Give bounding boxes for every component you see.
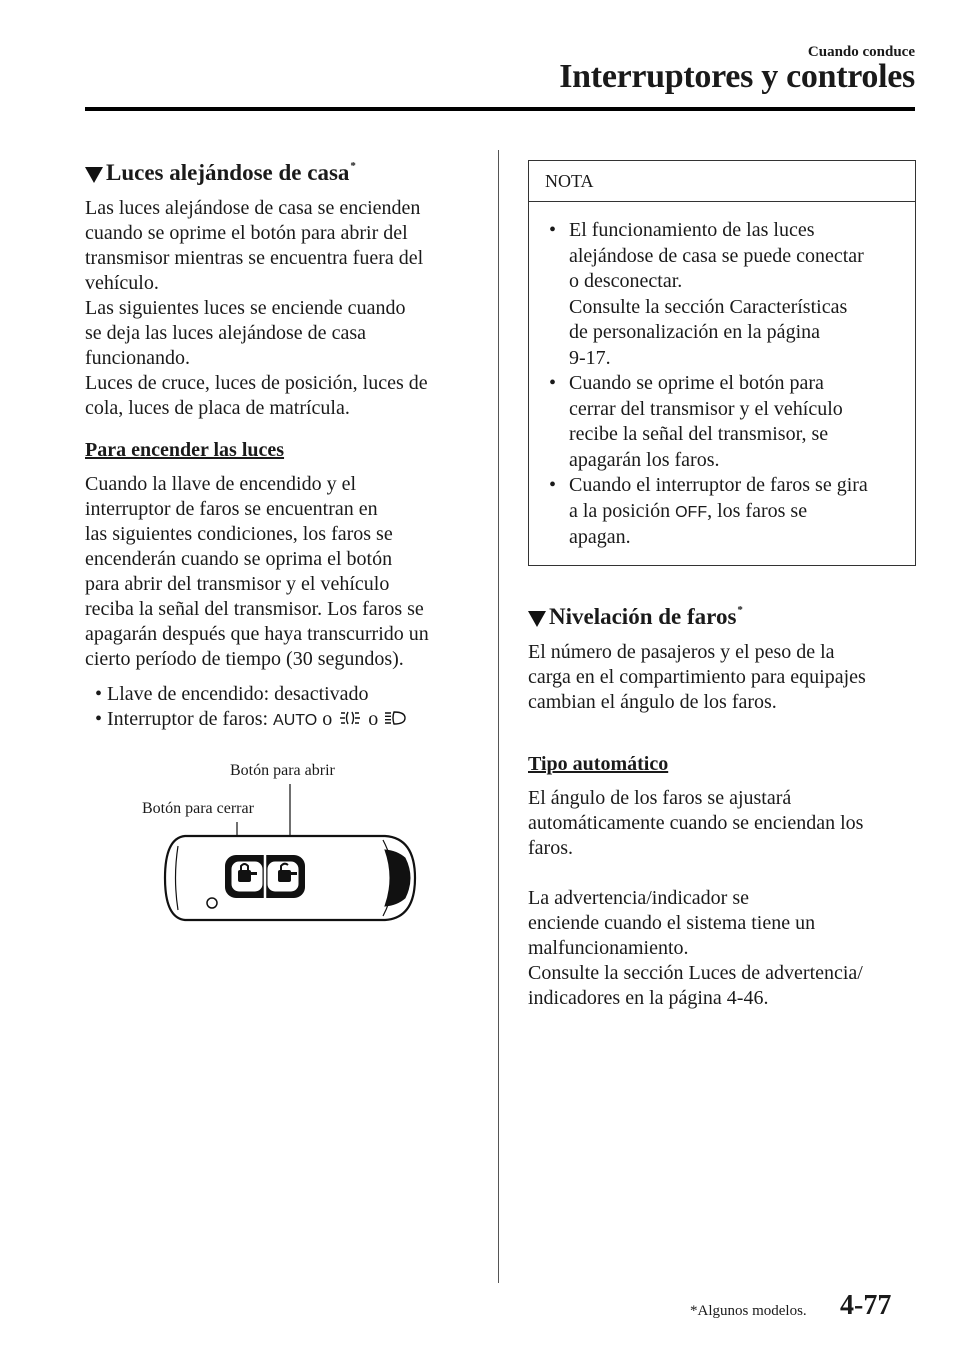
note-item: [543, 371, 905, 473]
text-line: Luces de cruce, luces de posición, luces de: [85, 372, 428, 394]
bullet: •: [549, 474, 557, 496]
key-transmitter-illustration: [85, 758, 480, 988]
text-line: El funcionamiento de las luces: [569, 219, 815, 241]
text-line: cambian el ángulo de los faros.: [528, 690, 777, 713]
text-line: cola, luces de placa de matrícula.: [85, 397, 350, 419]
text-line: recibe la señal del transmisor, se: [569, 423, 829, 445]
text-line: malfuncionamiento.: [528, 936, 689, 959]
heading-text: Luces alejándose de casa: [106, 160, 350, 185]
text-line: automáticamente cuando se enciendan los: [528, 811, 864, 834]
section-heading-headlight-leveling: [528, 604, 916, 630]
off-symbol: OFF: [675, 503, 708, 521]
body-paragraph: [85, 472, 480, 672]
parking-lights-icon: [337, 710, 363, 726]
text-line: cierto período de tiempo (30 segundos).: [85, 648, 404, 670]
section-heading-welcome-lights: [85, 160, 480, 186]
subheading-automatic-type: Tipo automático: [528, 752, 669, 775]
automatic-paragraph: [528, 786, 916, 861]
or-word: o: [317, 708, 338, 730]
subheading-turn-on: Para encender las luces: [85, 439, 285, 461]
text-fragment: a la posición: [569, 499, 676, 522]
text-line: cuando se oprime el botón para abrir del: [85, 222, 408, 244]
spacer: [528, 861, 916, 886]
heading-text: Nivelación de faros: [549, 603, 737, 629]
bullet: •: [549, 219, 557, 241]
text-line: carga en el compartimiento para equipajes: [528, 665, 866, 688]
text-line: 9-17.: [569, 346, 611, 369]
text-line: alejándose de casa se puede conectar: [569, 244, 864, 267]
list-item-prefix: • Interruptor de faros:: [95, 708, 274, 730]
text-line: Las luces alejándose de casa se encienden: [85, 197, 421, 219]
note-item: [543, 473, 905, 551]
headlight-icon: [383, 710, 407, 726]
text-line: La advertencia/indicador se: [528, 886, 749, 909]
text-line: reciba la señal del transmisor. Los faros se: [85, 598, 424, 620]
text-line: se deja las luces alejándose de casa: [85, 322, 366, 344]
auto-symbol: AUTO: [273, 712, 318, 729]
page-number: 4-77: [840, 1290, 892, 1321]
text-line: Las siguientes luces se enciende cuando: [85, 297, 406, 319]
right-column: [528, 160, 916, 1011]
heading-asterisk: *: [737, 603, 743, 616]
text-line: Cuando el interruptor de faros se gira: [569, 474, 868, 496]
text-line: apagan.: [569, 526, 631, 548]
text-line: Cuando la llave de encendido y el: [85, 473, 357, 495]
text-line: las siguientes condiciones, los faros se: [85, 523, 393, 545]
text-line: El número de pasajeros y el peso de la: [528, 640, 835, 663]
text-line: apagarán los faros.: [569, 448, 720, 471]
text-line: indicadores en la página 4-46.: [528, 986, 769, 1009]
header-chapter: Cuando conduce: [807, 44, 915, 60]
text-line: o desconectar.: [569, 270, 683, 292]
text-fragment: , los faros se: [707, 499, 808, 522]
left-column: [85, 160, 480, 988]
text-line: Consulte la sección Luces de advertencia/: [528, 961, 863, 984]
text-line: encenderán cuando se oprima el botón: [85, 548, 393, 570]
heading-asterisk: *: [350, 160, 356, 172]
text-line: para abrir del transmisor y el vehículo: [85, 573, 390, 595]
text-line: de personalización en la página: [569, 321, 820, 343]
or-word: o: [363, 708, 384, 730]
bullet: •: [549, 372, 557, 394]
text-line: transmisor mientras se encuentra fuera del: [85, 247, 424, 269]
text-line: [569, 499, 905, 526]
text-line: interruptor de faros se encuentran en: [85, 498, 378, 520]
warning-paragraph: [528, 886, 916, 1011]
text-line: Cuando se oprime el botón para: [569, 372, 824, 394]
text-line: cerrar del transmisor y el vehículo: [569, 397, 843, 420]
leveling-intro: [528, 640, 916, 715]
conditions-list: [95, 682, 480, 733]
text-line: apagarán después que haya transcurrido un: [85, 623, 429, 645]
text-line: Consulte la sección Características: [569, 295, 848, 318]
column-divider: [498, 150, 499, 1283]
label-close-button: Botón para cerrar: [142, 800, 254, 817]
note-list: [529, 202, 915, 565]
triangle-bullet-icon: [528, 611, 546, 627]
triangle-bullet-icon: [85, 167, 103, 183]
label-open-button: Botón para abrir: [230, 762, 335, 779]
footnote: *Algunos modelos.: [690, 1303, 807, 1319]
note-box: [528, 160, 916, 566]
text-line: funcionando.: [85, 347, 190, 369]
intro-paragraph: [85, 196, 480, 421]
text-line: faros.: [528, 836, 573, 859]
text-line: El ángulo de los faros se ajustará: [528, 786, 792, 809]
list-item: [95, 707, 480, 733]
note-title: NOTA: [529, 161, 915, 202]
header-title: Interruptores y controles: [559, 58, 915, 95]
text-line: enciende cuando el sistema tiene un: [528, 911, 816, 934]
transmitter-figure: [85, 758, 480, 988]
header-rule: [85, 107, 915, 111]
list-item: • Llave de encendido: desactivado: [95, 683, 369, 705]
note-item: [543, 218, 905, 371]
text-line: vehículo.: [85, 272, 159, 294]
